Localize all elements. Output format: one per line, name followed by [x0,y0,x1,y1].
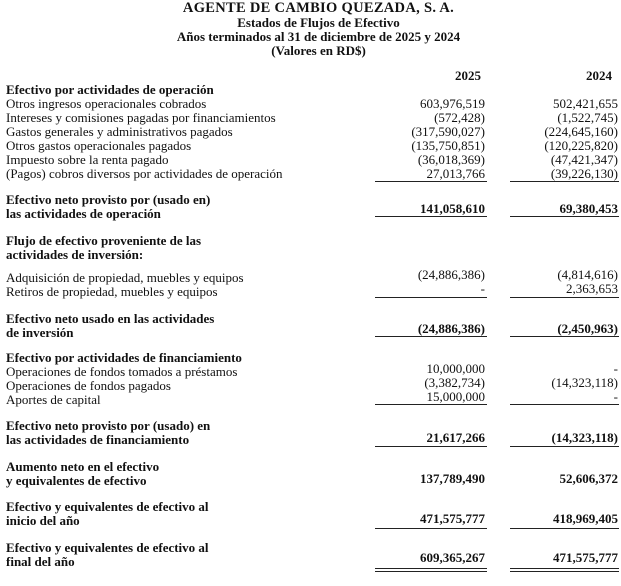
subtotal-rule [375,404,487,405]
investing-row-label: Retiros de propiedad, muebles y equipos [6,284,218,299]
beginning-balance-label: Efectivo y equivalentes de efectivo al [6,499,209,514]
investing-total-label: Efectivo neto usado en las actividades [6,311,215,326]
ending-balance-label: Efectivo y equivalentes de efectivo al [6,540,209,555]
statement-period: Años terminados al 31 de diciembre de 2025 y 2024 [176,29,461,44]
financing-row-2024: - [613,361,618,376]
beginning-balance-2024: 418,969,405 [553,511,618,526]
ending-balance-2025: 609,365,267 [420,550,485,565]
financing-total-2025: 21,617,266 [426,430,485,445]
operating-row-label: (Pagos) cobros diversos por actividades de operación [6,166,283,181]
operating-row-2025: 603,976,519 [420,96,485,111]
operating-row-label: Intereses y comisiones pagadas por financiamientos [6,110,276,125]
net-increase-2024: 52,606,372 [559,471,618,486]
investing-row-2025: (24,886,386) [417,267,485,282]
financing-total-2024: (14,323,118) [551,430,618,445]
financing-heading: Efectivo por actividades de financiamiento [6,350,242,365]
ending-balance-label: final del año [6,554,75,569]
operating-total-2025: 141,058,610 [420,201,485,216]
operating-total-2024: 69,380,453 [559,201,618,216]
subtotal-rule [510,404,619,405]
investing-row-2024: (4,814,616) [557,267,618,282]
operating-row-label: Impuesto sobre la renta pagado [6,152,169,167]
financing-total-label: las actividades de financiamiento [6,432,190,447]
operating-row-label: Otros ingresos operacionales cobrados [6,96,207,111]
operating-row-2024: (120,225,820) [544,138,618,153]
financing-row-2025: 10,000,000 [426,361,485,376]
investing-total-label: de inversión [6,325,74,340]
financing-row-label: Operaciones de fondos tomados a préstamos [6,364,238,379]
operating-row-2024: (224,645,160) [544,124,618,139]
investing-total-2025: (24,886,386) [417,321,485,336]
total-rule [375,336,487,337]
operating-row-2024: (47,421,347) [550,152,618,167]
total-rule [510,216,619,217]
operating-row-2025: (36,018,369) [417,152,485,167]
financing-row-2025: (3,382,734) [424,375,485,390]
total-rule [510,336,619,337]
operating-row-2025: (317,590,027) [411,124,485,139]
subtotal-rule [375,181,487,182]
financing-row-2024: (14,323,118) [551,375,618,390]
investing-row-2024: 2,363,653 [566,281,618,296]
investing-heading: Flujo de efectivo proveniente de las [6,233,202,248]
operating-row-2024: 502,421,655 [553,96,618,111]
operating-heading: Efectivo por actividades de operación [6,82,214,97]
operating-row-label: Otros gastos operacionales pagados [6,138,192,153]
beginning-balance-label: inicio del año [6,513,80,528]
investing-row-2025: - [480,281,485,296]
currency-note: (Valores en RD$) [271,43,366,58]
total-rule [375,446,487,447]
grand-total-double-rule [375,568,487,572]
statement-title: Estados de Flujos de Efectivo [237,15,400,30]
operating-total-label: las actividades de operación [6,206,161,221]
operating-row-2025: (135,750,851) [411,138,485,153]
operating-row-2024: (1,522,745) [557,110,618,125]
total-rule [510,528,619,529]
company-name: AGENTE DE CAMBIO QUEZADA, S. A. [182,0,455,16]
subtotal-rule [510,181,619,182]
investing-heading: actividades de inversión: [6,247,144,262]
total-rule [510,446,619,447]
financing-row-label: Operaciones de fondos pagados [6,378,171,393]
year-column-2024: 2024 [586,68,612,83]
ending-balance-2024: 471,575,777 [553,550,618,565]
financing-total-label: Efectivo neto provisto por (usado) en [6,418,211,433]
year-column-2025: 2025 [455,68,481,83]
financing-row-2025: 15,000,000 [426,389,485,404]
subtotal-rule [510,297,619,298]
subtotal-rule [375,297,487,298]
financing-row-label: Aportes de capital [6,392,101,407]
net-increase-2025: 137,789,490 [420,471,485,486]
investing-total-2024: (2,450,963) [557,321,618,336]
total-rule [375,216,487,217]
operating-row-label: Gastos generales y administrativos pagados [6,124,233,139]
operating-row-2024: (39,226,130) [550,166,618,181]
net-increase-label: y equivalentes de efectivo [6,473,147,488]
beginning-balance-2025: 471,575,777 [420,511,485,526]
investing-row-label: Adquisición de propiedad, muebles y equipos [6,270,244,285]
operating-row-2025: (572,428) [434,110,485,125]
net-increase-label: Aumento neto en el efectivo [6,459,160,474]
grand-total-double-rule [510,568,619,572]
total-rule [375,528,487,529]
operating-row-2025: 27,013,766 [426,166,485,181]
operating-total-label: Efectivo neto provisto por (usado en) [6,192,211,207]
financing-row-2024: - [613,389,618,404]
